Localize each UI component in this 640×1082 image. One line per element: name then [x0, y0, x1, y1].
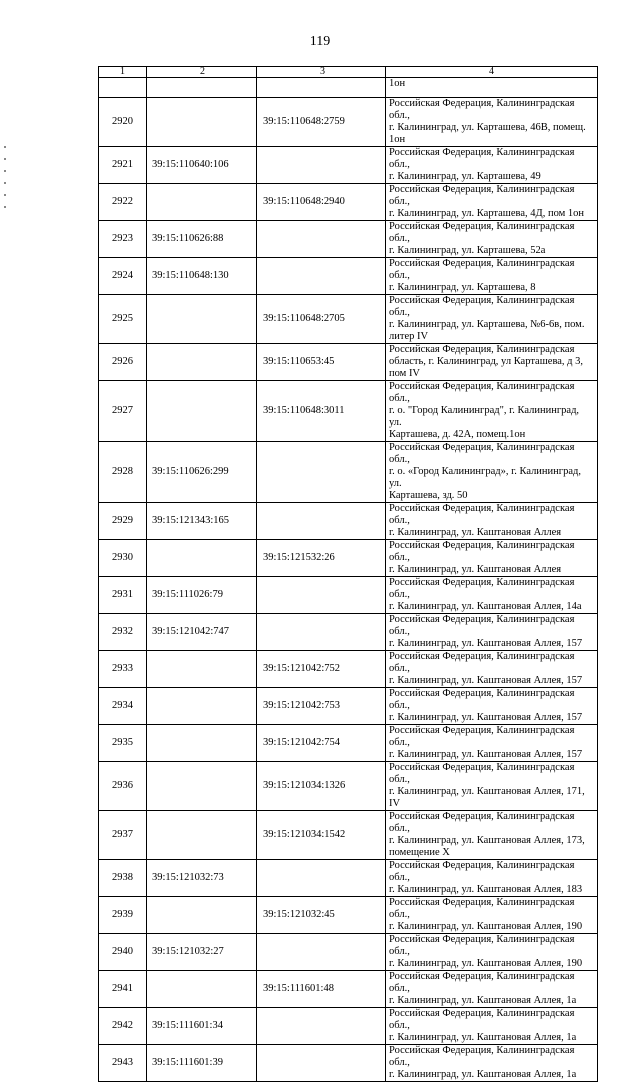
- row-number: 2940: [99, 934, 147, 971]
- address-cell: [386, 381, 598, 442]
- cadastral-number-land: 39:15:110626:299: [147, 442, 257, 503]
- table-row: [99, 577, 598, 614]
- address-line: г. Калининград, ул. Каштановая Аллея, 157: [389, 675, 583, 686]
- cadastral-number-land: 39:15:110626:88: [147, 221, 257, 258]
- cadastral-number-premises: 39:15:110653:45: [257, 344, 386, 381]
- cadastral-number-premises: [257, 147, 386, 184]
- row-number: 2928: [99, 442, 147, 503]
- address-line: Российская Федерация, Калининградская обл.,: [389, 258, 575, 281]
- row-number: 2930: [99, 540, 147, 577]
- address-line: область, г. Калининград, ул Карташева, д 3,: [389, 356, 584, 367]
- row-number: 2935: [99, 725, 147, 762]
- address-cell: [386, 1045, 598, 1082]
- table-row: [99, 897, 598, 934]
- cadastral-number-premises: 39:15:111601:48: [257, 971, 386, 1008]
- address-cell: [386, 442, 598, 503]
- cadastral-number-land: [147, 971, 257, 1008]
- address-line: г. Калининград, ул. Каштановая Аллея, 171, IV: [389, 786, 585, 809]
- cadastral-number-land: [147, 897, 257, 934]
- row-number: 2941: [99, 971, 147, 1008]
- address-cell: [386, 971, 598, 1008]
- row-number: 2936: [99, 762, 147, 811]
- address-cell: [386, 688, 598, 725]
- row-number: 2932: [99, 614, 147, 651]
- address-line: г. Калининград, ул. Каштановая Аллея, 1а: [389, 1032, 577, 1043]
- address-cell: [386, 614, 598, 651]
- cadastral-number-land: [147, 688, 257, 725]
- table-row: [99, 344, 598, 381]
- header-col-1: 1: [99, 67, 147, 78]
- address-line: Карташева, д. 42А, помещ.1он: [389, 429, 526, 440]
- address-line: Российская Федерация, Калининградская обл.,: [389, 540, 575, 563]
- address-line: г. Калининград, ул. Каштановая Аллея, 157: [389, 638, 583, 649]
- cadastral-number-land: [147, 725, 257, 762]
- registry-table: [98, 66, 598, 1082]
- table-row: [99, 860, 598, 897]
- cadastral-number-premises: [257, 442, 386, 503]
- address-line: Российская Федерация, Калининградская обл.,: [389, 503, 575, 526]
- address-cell: [386, 577, 598, 614]
- address-line: литер IV: [389, 331, 429, 342]
- row-number: 2929: [99, 503, 147, 540]
- cadastral-number-premises: [257, 934, 386, 971]
- table-row: [99, 614, 598, 651]
- header-col-3: 3: [257, 67, 386, 78]
- address-cell: [386, 147, 598, 184]
- row-number: 2938: [99, 860, 147, 897]
- address-line: г. Калининград, ул. Каштановая Аллея: [389, 564, 562, 575]
- cadastral-number-land: [147, 651, 257, 688]
- cadastral-number-premises: 39:15:121034:1542: [257, 811, 386, 860]
- row-number: 2934: [99, 688, 147, 725]
- address-line: помещение X: [389, 847, 450, 858]
- address-cell: [386, 344, 598, 381]
- cadastral-number-premises: [257, 258, 386, 295]
- row-number: 2939: [99, 897, 147, 934]
- cadastral-number-premises: 39:15:121042:753: [257, 688, 386, 725]
- header-col-2: 2: [147, 67, 257, 78]
- table-row: [99, 651, 598, 688]
- table-body: [99, 78, 598, 1082]
- table-row: [99, 1045, 598, 1082]
- row-number: [99, 78, 147, 98]
- cadastral-number-land: [147, 184, 257, 221]
- address-cell: [386, 98, 598, 147]
- row-number: 2943: [99, 1045, 147, 1082]
- row-number: 2922: [99, 184, 147, 221]
- table-row: [99, 98, 598, 147]
- header-row: [99, 67, 598, 78]
- cadastral-number-premises: [257, 1008, 386, 1045]
- address-line: г. Калининград, ул. Карташева, 8: [389, 282, 536, 293]
- address-line: Российская Федерация, Калининградская обл.,: [389, 442, 575, 465]
- address-line: Российская Федерация, Калининградская: [389, 344, 575, 355]
- cadastral-number-land: [147, 762, 257, 811]
- address-line: Российская Федерация, Калининградская обл.,: [389, 1045, 575, 1068]
- table-row: [99, 762, 598, 811]
- cadastral-number-land: 39:15:121042:747: [147, 614, 257, 651]
- table-row: [99, 971, 598, 1008]
- address-line: Российская Федерация, Калининградская обл.,: [389, 688, 575, 711]
- address-line: Российская Федерация, Калининградская обл.,: [389, 577, 575, 600]
- cadastral-number-land: 39:15:111026:79: [147, 577, 257, 614]
- table-row: [99, 221, 598, 258]
- address-line: г. Калининград, ул. Карташева, №6-6в, пом.: [389, 319, 585, 330]
- table-row: [99, 258, 598, 295]
- table-row: [99, 184, 598, 221]
- address-cell: [386, 295, 598, 344]
- table-row: [99, 442, 598, 503]
- table-row: [99, 540, 598, 577]
- address-line: г. Калининград, ул. Каштановая Аллея, 1а: [389, 995, 577, 1006]
- address-line: Российская Федерация, Калининградская обл.,: [389, 934, 575, 957]
- cadastral-number-land: 39:15:111601:39: [147, 1045, 257, 1082]
- cadastral-number-premises: 39:15:110648:2940: [257, 184, 386, 221]
- address-line: пом IV: [389, 368, 421, 379]
- cadastral-number-land: 39:15:121032:27: [147, 934, 257, 971]
- address-cell: [386, 1008, 598, 1045]
- address-line: Российская Федерация, Калининградская обл.,: [389, 725, 575, 748]
- address-cell: [386, 78, 598, 98]
- address-cell: [386, 934, 598, 971]
- cadastral-number-premises: 39:15:110648:2705: [257, 295, 386, 344]
- cadastral-number-land: [147, 344, 257, 381]
- address-line: Российская Федерация, Калининградская обл.,: [389, 860, 575, 883]
- address-cell: [386, 651, 598, 688]
- cadastral-number-premises: 39:15:110648:3011: [257, 381, 386, 442]
- address-line: г. Калининград, ул. Карташева, 46В, помещ.: [389, 122, 586, 133]
- cadastral-number-premises: [257, 860, 386, 897]
- cadastral-number-land: [147, 811, 257, 860]
- address-line: г. Калининград, ул. Каштановая Аллея, 173,: [389, 835, 585, 846]
- address-line: г. Калининград, ул. Каштановая Аллея, 1а: [389, 1069, 577, 1080]
- address-line: Российская Федерация, Калининградская обл.,: [389, 811, 575, 834]
- address-cell: [386, 503, 598, 540]
- row-number: 2942: [99, 1008, 147, 1045]
- table-row: [99, 725, 598, 762]
- address-line: г. Калининград, ул. Каштановая Аллея, 190: [389, 958, 583, 969]
- table-row: [99, 147, 598, 184]
- cadastral-number-premises: 39:15:121042:754: [257, 725, 386, 762]
- cadastral-number-premises: 39:15:121042:752: [257, 651, 386, 688]
- cadastral-number-land: [147, 295, 257, 344]
- scan-margin-marks: [4, 146, 7, 218]
- address-line: Российская Федерация, Калининградская обл.,: [389, 971, 575, 994]
- address-line: Российская Федерация, Калининградская обл.,: [389, 651, 575, 674]
- cadastral-number-premises: 39:15:121034:1326: [257, 762, 386, 811]
- address-line: г. Калининград, ул. Каштановая Аллея, 183: [389, 884, 583, 895]
- table-row: [99, 78, 598, 98]
- cadastral-number-premises: [257, 221, 386, 258]
- address-line: г. Калининград, ул. Каштановая Аллея, 157: [389, 749, 583, 760]
- address-line: 1он: [389, 78, 406, 89]
- cadastral-number-premises: [257, 1045, 386, 1082]
- cadastral-number-land: [147, 78, 257, 98]
- cadastral-number-land: 39:15:110648:130: [147, 258, 257, 295]
- address-line: г. о. "Город Калининград", г. Калининград, ул.: [389, 405, 580, 428]
- row-number: 2933: [99, 651, 147, 688]
- address-line: г. о. «Город Калининград», г. Калининград, ул.: [389, 466, 581, 489]
- header-col-4: 4: [386, 67, 598, 78]
- address-line: Российская Федерация, Калининградская обл.,: [389, 762, 575, 785]
- address-line: Российская Федерация, Калининградская обл.,: [389, 614, 575, 637]
- cadastral-number-premises: 39:15:121032:45: [257, 897, 386, 934]
- table-row: [99, 503, 598, 540]
- address-cell: [386, 897, 598, 934]
- address-line: г. Калининград, ул. Каштановая Аллея, 157: [389, 712, 583, 723]
- row-number: 2937: [99, 811, 147, 860]
- address-cell: [386, 221, 598, 258]
- cadastral-number-land: [147, 381, 257, 442]
- table-row: [99, 381, 598, 442]
- cadastral-number-land: 39:15:110640:106: [147, 147, 257, 184]
- row-number: 2924: [99, 258, 147, 295]
- address-cell: [386, 184, 598, 221]
- row-number: 2926: [99, 344, 147, 381]
- address-line: 1он: [389, 134, 406, 145]
- address-line: г. Калининград, ул. Каштановая Аллея: [389, 527, 562, 538]
- cadastral-number-premises: [257, 78, 386, 98]
- table-row: [99, 295, 598, 344]
- address-line: Карташева, зд. 50: [389, 490, 468, 501]
- cadastral-number-premises: 39:15:121532:26: [257, 540, 386, 577]
- cadastral-number-land: 39:15:121343:165: [147, 503, 257, 540]
- cadastral-number-premises: 39:15:110648:2759: [257, 98, 386, 147]
- table-row: [99, 688, 598, 725]
- row-number: 2931: [99, 577, 147, 614]
- address-line: Российская Федерация, Калининградская обл.,: [389, 184, 575, 207]
- cadastral-number-premises: [257, 577, 386, 614]
- address-line: г. Калининград, ул. Карташева, 52а: [389, 245, 546, 256]
- address-line: Российская Федерация, Калининградская обл.,: [389, 381, 575, 404]
- address-cell: [386, 725, 598, 762]
- address-line: Российская Федерация, Калининградская обл.,: [389, 147, 575, 170]
- row-number: 2925: [99, 295, 147, 344]
- address-line: г. Калининград, ул. Каштановая Аллея, 190: [389, 921, 583, 932]
- address-cell: [386, 860, 598, 897]
- address-line: Российская Федерация, Калининградская обл.,: [389, 221, 575, 244]
- cadastral-number-land: [147, 540, 257, 577]
- address-cell: [386, 762, 598, 811]
- table-row: [99, 1008, 598, 1045]
- cadastral-number-land: 39:15:121032:73: [147, 860, 257, 897]
- row-number: 2927: [99, 381, 147, 442]
- table-row: [99, 811, 598, 860]
- page-number: 119: [309, 34, 331, 49]
- address-line: г. Калининград, ул. Карташева, 49: [389, 171, 541, 182]
- cadastral-number-premises: [257, 614, 386, 651]
- address-cell: [386, 811, 598, 860]
- address-line: г. Калининград, ул. Карташева, 4Д, пом 1он: [389, 208, 585, 219]
- cadastral-number-land: 39:15:111601:34: [147, 1008, 257, 1045]
- address-line: Российская Федерация, Калининградская обл.,: [389, 897, 575, 920]
- table-row: [99, 934, 598, 971]
- cadastral-number-land: [147, 98, 257, 147]
- address-line: Российская Федерация, Калининградская обл.,: [389, 1008, 575, 1031]
- row-number: 2920: [99, 98, 147, 147]
- address-line: г. Калининград, ул. Каштановая Аллея, 14а: [389, 601, 582, 612]
- address-line: Российская Федерация, Калининградская обл.,: [389, 295, 575, 318]
- row-number: 2921: [99, 147, 147, 184]
- address-cell: [386, 540, 598, 577]
- address-line: Российская Федерация, Калининградская обл.,: [389, 98, 575, 121]
- address-cell: [386, 258, 598, 295]
- cadastral-number-premises: [257, 503, 386, 540]
- row-number: 2923: [99, 221, 147, 258]
